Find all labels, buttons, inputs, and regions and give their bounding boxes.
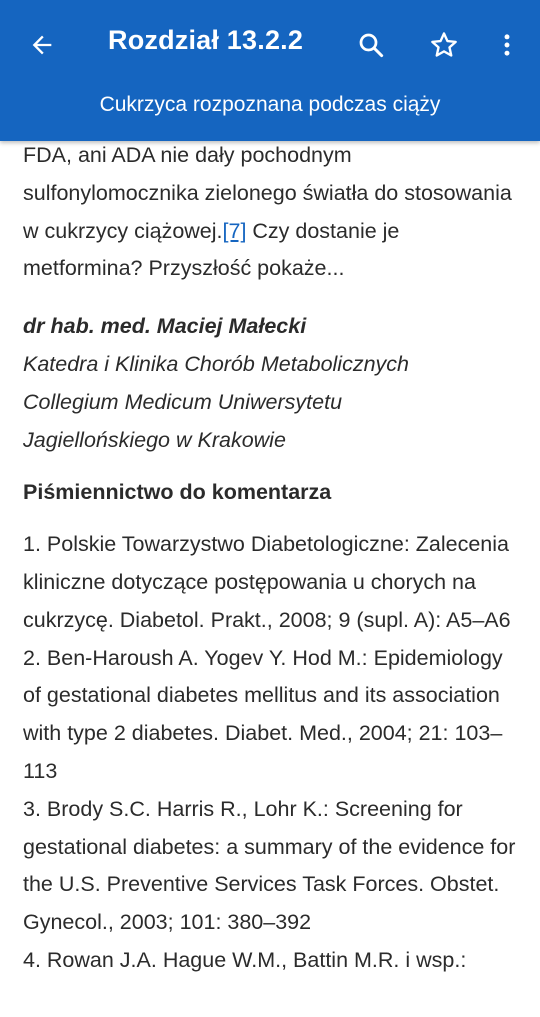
reference-item: 3. Brody S.C. Harris R., Lohr K.: Screening for gestational diabetes: a summary of the evidence for the U.S. Preventive Services Task Forces. Obstet. Gynecol., 2003; 101: 380–392	[23, 796, 516, 935]
author-affiliation-line3: Jagiellońskiego w Krakowie	[23, 427, 286, 452]
app-bar-top-row	[0, 0, 540, 90]
author-affiliation-line1: Katedra i Klinika Chorób Metabolicznych	[23, 351, 410, 376]
back-arrow-icon	[28, 31, 56, 59]
search-button[interactable]	[347, 21, 395, 69]
search-icon	[356, 30, 386, 60]
author-name: dr hab. med. Maciej Małecki	[23, 314, 307, 339]
paragraph-text-after: Czy dostanie je metformina? Przyszłość pokaże...	[23, 218, 400, 281]
author-block	[23, 308, 523, 459]
reference-item: 2. Ben-Haroush A. Yogev Y. Hod M.: Epidemiology of gestational diabetes mellitus and its association with type 2 diabetes. Diabet. Med., 2004; 21: 103–113	[23, 645, 503, 783]
references-list	[23, 526, 523, 980]
article-paragraph	[23, 137, 523, 288]
app-bar	[0, 0, 540, 141]
chapter-subtitle: Cukrzyca rozpoznana podczas ciąży	[99, 93, 441, 116]
reference-item: 4. Rowan J.A. Hague W.M., Battin M.R. i wsp.:	[23, 947, 467, 972]
more-options-button[interactable]	[483, 21, 531, 69]
references-heading: Piśmiennictwo do komentarza	[23, 480, 332, 505]
more-vert-icon	[493, 31, 521, 59]
chapter-title: Rozdział 13.2.2	[108, 25, 304, 55]
favorite-button[interactable]	[420, 21, 468, 69]
reference-link-7[interactable]: [7]	[222, 218, 247, 243]
paragraph-text-before: FDA, ani ADA nie dały pochodnym sulfonylomocznika zielonego światła do stosowania w cukrzycy ciążowej.	[23, 143, 512, 243]
back-button[interactable]	[18, 21, 66, 69]
article-content	[23, 141, 523, 980]
reference-item: 1. Polskie Towarzystwo Diabetologiczne: Zalecenia kliniczne dotyczące postępowania u chorych na cukrzycę. Diabetol. Prakt., 2008; 9 (supl. A): A5–A6	[23, 532, 511, 632]
star-outline-icon	[429, 30, 459, 60]
author-affiliation-line2: Collegium Medicum Uniwersytetu	[23, 389, 343, 414]
